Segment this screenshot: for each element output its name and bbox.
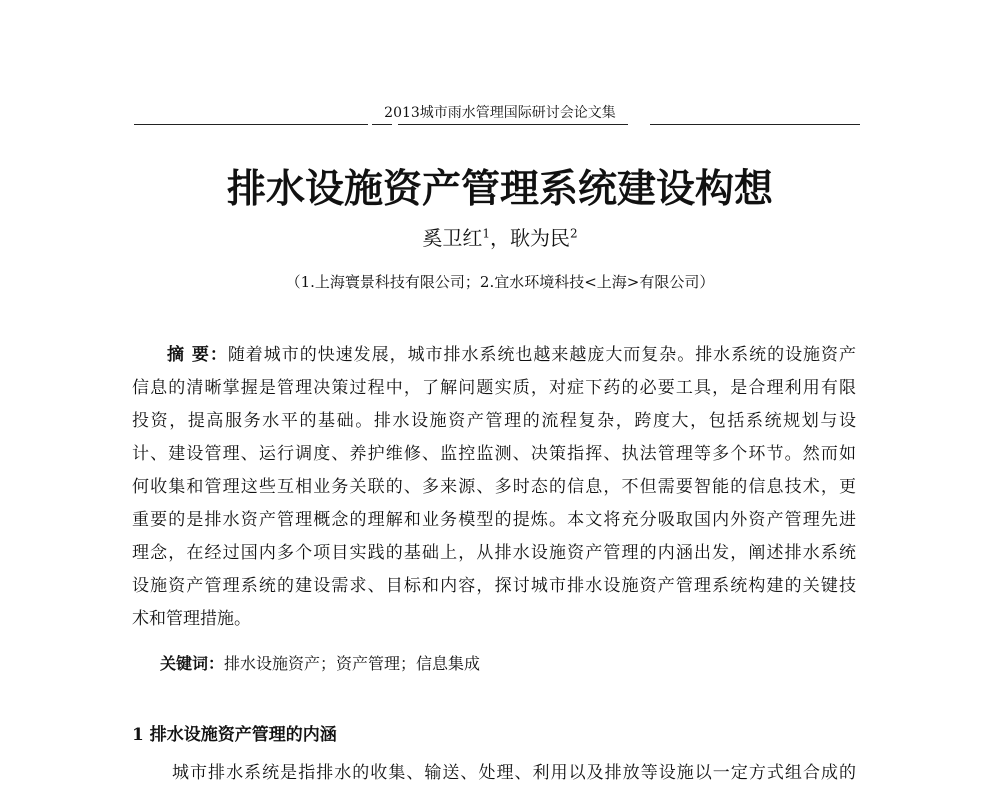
author-name: 奚卫红 bbox=[422, 226, 483, 250]
authors bbox=[0, 222, 1000, 251]
running-header: 2013城市雨水管理国际研讨会论文集 bbox=[384, 105, 616, 121]
author-affiliation-mark: 1 bbox=[482, 226, 490, 241]
affiliations: （1.上海寰景科技有限公司；2.宜水环境科技<上海>有限公司） bbox=[285, 273, 715, 291]
abstract-line: 投资，提高服务水平的基础。排水设施资产管理的流程复杂，跨度大，包括系统规划与设 bbox=[132, 411, 856, 431]
keywords-label: 关键词： bbox=[160, 654, 225, 673]
header-rule bbox=[398, 124, 628, 125]
header-rule bbox=[140, 124, 368, 125]
abstract-line: 计、建设管理、运行调度、养护维修、监控监测、决策指挥、执法管理等多个环节。然而如 bbox=[132, 444, 856, 464]
abstract-text: 随着城市的快速发展，城市排水系统也越来越庞大而复杂。排水系统的设施资产 bbox=[227, 345, 857, 365]
keywords bbox=[160, 651, 480, 674]
body-paragraph-line: 城市排水系统是指排水的收集、输送、处理、利用以及排放等设施以一定方式组合成的 bbox=[172, 763, 856, 783]
paper-title: 排水设施资产管理系统建设构想 bbox=[226, 167, 773, 212]
author-separator: ， bbox=[490, 226, 510, 250]
abstract-line: 理念，在经过国内多个项目实践的基础上，从排水设施资产管理的内涵出发，阐述排水系统 bbox=[132, 543, 856, 563]
abstract-line: 重要的是排水资产管理概念的理解和业务模型的提炼。本文将充分吸取国内外资产管理先进 bbox=[132, 510, 856, 530]
section-heading: 1 排水设施资产管理的内涵 bbox=[132, 725, 337, 745]
abstract-line: 信息的清晰掌握是管理决策过程中，了解问题实质，对症下药的必要工具，是合理利用有限 bbox=[132, 378, 856, 398]
abstract-line bbox=[132, 344, 856, 366]
header-rule bbox=[650, 124, 860, 125]
header-rule bbox=[134, 124, 142, 125]
abstract-line: 术和管理措施。 bbox=[132, 609, 251, 629]
abstract-label: 摘 要： bbox=[166, 345, 228, 365]
abstract-line: 何收集和管理这些互相业务关联的、多来源、多时态的信息，不但需要智能的信息技术，更 bbox=[132, 477, 856, 497]
keywords-text: 排水设施资产；资产管理；信息集成 bbox=[224, 654, 481, 673]
author-name: 耿为民 bbox=[510, 226, 570, 250]
author-affiliation-mark: 2 bbox=[570, 226, 578, 241]
abstract-line: 设施资产管理系统的建设需求、目标和内容，探讨城市排水设施资产管理系统构建的关键技 bbox=[132, 576, 856, 596]
header-rule bbox=[372, 124, 392, 125]
